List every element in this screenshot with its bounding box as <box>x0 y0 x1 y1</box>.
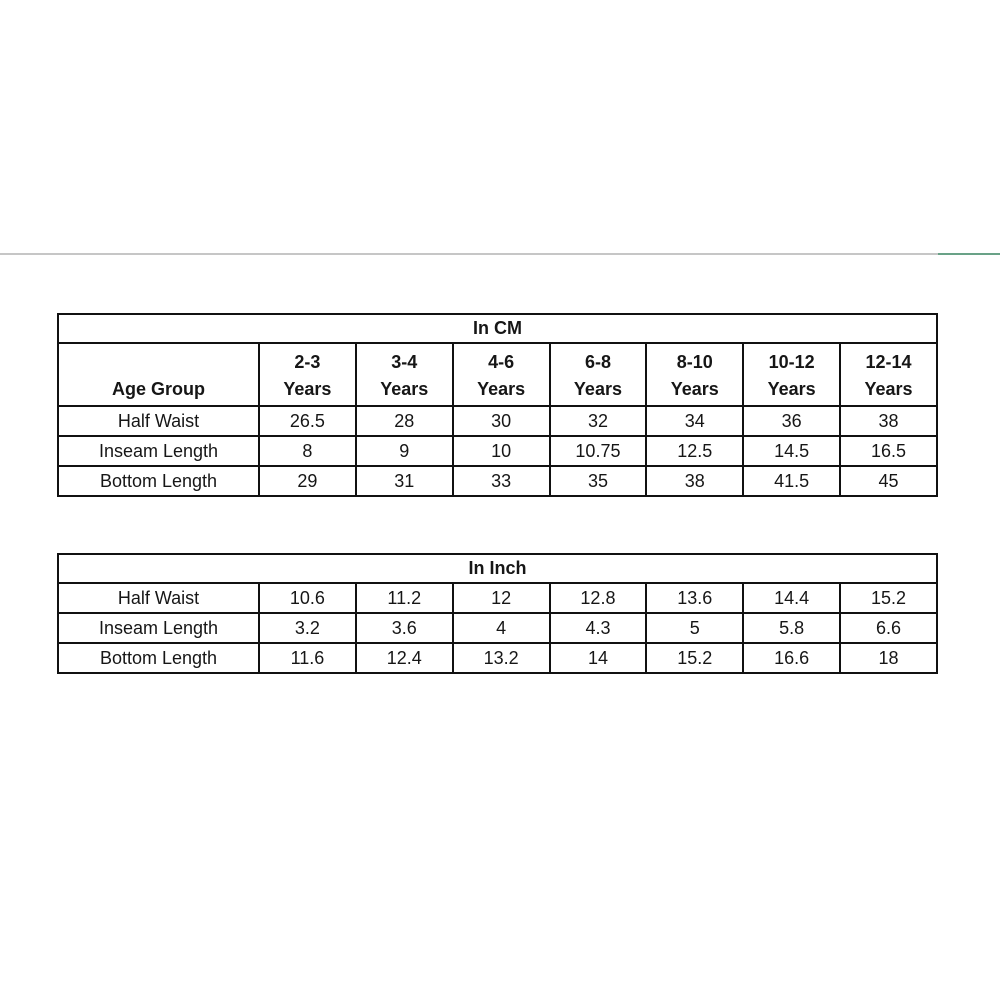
value-cell: 9 <box>356 436 453 466</box>
value-cell: 12.8 <box>550 583 647 613</box>
value-cell: 14.4 <box>743 583 840 613</box>
value-cell: 33 <box>453 466 550 496</box>
column-header-label: 12-14 Years <box>864 352 913 399</box>
column-header-label: 3-4 Years <box>380 352 429 399</box>
value-cell: 34 <box>646 406 743 436</box>
value-cell: 4.3 <box>550 613 647 643</box>
value-cell: 16.6 <box>743 643 840 673</box>
value-cell: 16.5 <box>840 436 937 466</box>
value-cell: 5 <box>646 613 743 643</box>
value-cell: 35 <box>550 466 647 496</box>
table-row <box>58 583 937 613</box>
row-label: Bottom Length <box>58 643 259 673</box>
column-header <box>356 343 453 406</box>
value-cell: 31 <box>356 466 453 496</box>
column-header <box>743 343 840 406</box>
value-cell: 12.5 <box>646 436 743 466</box>
value-cell: 4 <box>453 613 550 643</box>
column-header <box>259 343 356 406</box>
table-row <box>58 343 937 406</box>
value-cell: 26.5 <box>259 406 356 436</box>
value-cell: 13.2 <box>453 643 550 673</box>
value-cell: 32 <box>550 406 647 436</box>
value-cell: 29 <box>259 466 356 496</box>
value-cell: 8 <box>259 436 356 466</box>
value-cell: 5.8 <box>743 613 840 643</box>
table-row <box>58 406 937 436</box>
value-cell: 14.5 <box>743 436 840 466</box>
value-cell: 30 <box>453 406 550 436</box>
value-cell: 10 <box>453 436 550 466</box>
table-row <box>58 466 937 496</box>
table-row <box>58 643 937 673</box>
divider-accent-segment <box>938 253 1000 255</box>
value-cell: 45 <box>840 466 937 496</box>
column-header <box>550 343 647 406</box>
column-header-label: 10-12 Years <box>767 352 816 399</box>
table-row <box>58 436 937 466</box>
value-cell: 13.6 <box>646 583 743 613</box>
value-cell: 11.6 <box>259 643 356 673</box>
value-cell: 3.2 <box>259 613 356 643</box>
table-row <box>58 554 937 583</box>
column-header-label: 6-8 Years <box>573 352 622 399</box>
value-cell: 28 <box>356 406 453 436</box>
column-header-label: 4-6 Years <box>477 352 526 399</box>
size-chart-table-cm <box>57 313 938 497</box>
value-cell: 11.2 <box>356 583 453 613</box>
column-header <box>840 343 937 406</box>
value-cell: 38 <box>646 466 743 496</box>
value-cell: 12.4 <box>356 643 453 673</box>
value-cell: 10.6 <box>259 583 356 613</box>
value-cell: 3.6 <box>356 613 453 643</box>
value-cell: 10.75 <box>550 436 647 466</box>
value-cell: 18 <box>840 643 937 673</box>
row-label: Half Waist <box>58 406 259 436</box>
corner-label: Age Group <box>58 343 259 406</box>
value-cell: 41.5 <box>743 466 840 496</box>
value-cell: 36 <box>743 406 840 436</box>
table-title-inch: In Inch <box>58 554 937 583</box>
section-divider-line <box>0 253 1000 255</box>
row-label: Inseam Length <box>58 613 259 643</box>
row-label: Inseam Length <box>58 436 259 466</box>
value-cell: 15.2 <box>646 643 743 673</box>
size-chart-table-inch <box>57 553 938 674</box>
column-header-label: 8-10 Years <box>670 352 719 399</box>
value-cell: 14 <box>550 643 647 673</box>
value-cell: 15.2 <box>840 583 937 613</box>
value-cell: 12 <box>453 583 550 613</box>
row-label: Half Waist <box>58 583 259 613</box>
column-header <box>453 343 550 406</box>
column-header-label: 2-3 Years <box>283 352 332 399</box>
value-cell: 6.6 <box>840 613 937 643</box>
table-row <box>58 314 937 343</box>
row-label: Bottom Length <box>58 466 259 496</box>
table-title-cm: In CM <box>58 314 937 343</box>
table-row <box>58 613 937 643</box>
column-header <box>646 343 743 406</box>
value-cell: 38 <box>840 406 937 436</box>
